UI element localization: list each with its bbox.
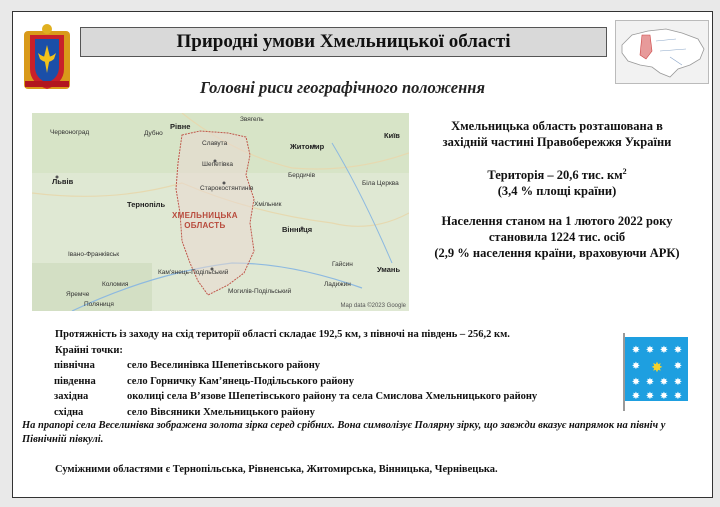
map-place: Старокостянтинів (200, 185, 254, 192)
map-place: Кам'янець-Подільський (158, 269, 229, 276)
population-line1: Населення станом на 1 лютого 2022 року (441, 214, 673, 229)
key-facts (418, 118, 696, 261)
map-place: Львів (52, 177, 74, 186)
map-place: Шепетівка (202, 161, 233, 168)
map-place: Івано-Франківськ (68, 251, 120, 258)
region-map (32, 113, 409, 311)
map-place: Біла Церква (362, 180, 399, 187)
extreme-point-text: село Вівсяники Хмельницького району (127, 406, 315, 418)
map-place: Рівне (170, 122, 191, 131)
map-place: Ладижин (324, 281, 351, 288)
extreme-point-text: околиці села В’язове Шепетівського району та села Смислова Хмельницького району (127, 391, 538, 402)
map-place: Звягель (240, 116, 264, 123)
territory-line1 (418, 164, 696, 183)
svg-text:✸: ✸ (673, 361, 683, 372)
population-line2: становила 1224 тис. осіб (488, 230, 626, 245)
population-line3: (2,9 % населення країни, враховуючи АРК) (434, 246, 680, 261)
ukraine-locator-map (615, 20, 709, 84)
map-place: Славута (202, 140, 228, 147)
coat-of-arms-icon (22, 23, 72, 93)
region-map-label (172, 211, 238, 231)
svg-text:✸: ✸ (631, 391, 641, 402)
svg-text:✸: ✸ (673, 391, 683, 402)
extent-length: Протяжність із заходу на схід території області складає 192,5 км, з півночі на південь – 256,2 км. (55, 329, 510, 340)
map-place: Дубно (144, 130, 163, 137)
extreme-point-direction: західна (54, 391, 89, 402)
extent-section (22, 327, 622, 420)
location-line1: Хмельницька область розташована в (451, 119, 663, 133)
extreme-point-row (22, 374, 622, 390)
extreme-point-direction: східна (54, 406, 84, 418)
map-place: Київ (384, 131, 400, 140)
map-place: Поляниця (84, 301, 114, 308)
extreme-point-text: село Веселинівка Шепетівського району (127, 360, 321, 371)
map-place: Хмільник (254, 201, 282, 208)
region-map-label-line2: ОБЛАСТЬ (184, 221, 226, 230)
neighboring-regions: Суміжними областями є Тернопільська, Рівненська, Житомирська, Вінницька, Чернівецька. (55, 464, 498, 475)
extreme-points-title: Крайні точки: (55, 344, 123, 356)
svg-text:✸: ✸ (645, 377, 655, 388)
page-title: Природні умови Хмельницької області (80, 27, 607, 57)
extreme-point-row (22, 405, 622, 421)
region-map-label-line1: ХМЕЛЬНИЦЬКА (172, 211, 238, 220)
veselynivka-flag-icon (622, 333, 692, 411)
map-place: Яремче (66, 291, 90, 298)
svg-text:✸: ✸ (673, 377, 683, 388)
extreme-point-row (22, 358, 622, 374)
extreme-point-direction: північна (54, 360, 95, 371)
territory-value: Територія – 20,6 тис. км (487, 168, 623, 183)
svg-text:✸: ✸ (645, 391, 655, 402)
map-place: Коломия (102, 281, 129, 288)
territory-line2: (3,4 % площі країни) (497, 184, 617, 199)
extreme-point-row (22, 389, 622, 405)
svg-text:✸: ✸ (659, 391, 669, 402)
section-subtitle: Головні риси географічного положення (200, 78, 485, 97)
map-place: Тернопіль (127, 200, 166, 209)
map-place: Бердичів (288, 172, 316, 179)
map-place: Гайсин (332, 261, 353, 268)
svg-text:✸: ✸ (651, 360, 663, 376)
flag-note: На прапорі села Веселинівка зображена золота зірка серед срібних. Вона символізує Полярну зірку, що завжди вказує напрямок на північ у Північній півкулі. (22, 420, 666, 445)
svg-text:✸: ✸ (631, 377, 641, 388)
map-place: Вінниця (282, 225, 313, 234)
map-place: Могилів-Подільський (228, 288, 292, 295)
map-place: Житомир (290, 142, 325, 151)
map-credit: Map data ©2023 Google (340, 303, 406, 309)
extreme-point-direction: південна (54, 375, 96, 387)
location-line2: західній частині Правобережжя України (442, 135, 672, 149)
svg-text:✸: ✸ (631, 345, 641, 356)
svg-text:✸: ✸ (659, 345, 669, 356)
map-place: Умань (377, 265, 401, 274)
territory-unit-sup: 2 (622, 167, 627, 176)
extreme-point-text: село Горничку Кам’янець-Подільського району (127, 375, 354, 387)
svg-text:✸: ✸ (631, 361, 641, 372)
svg-text:✸: ✸ (673, 345, 683, 356)
map-place: Червоноград (50, 129, 90, 136)
svg-text:✸: ✸ (659, 377, 669, 388)
svg-text:✸: ✸ (645, 345, 655, 356)
